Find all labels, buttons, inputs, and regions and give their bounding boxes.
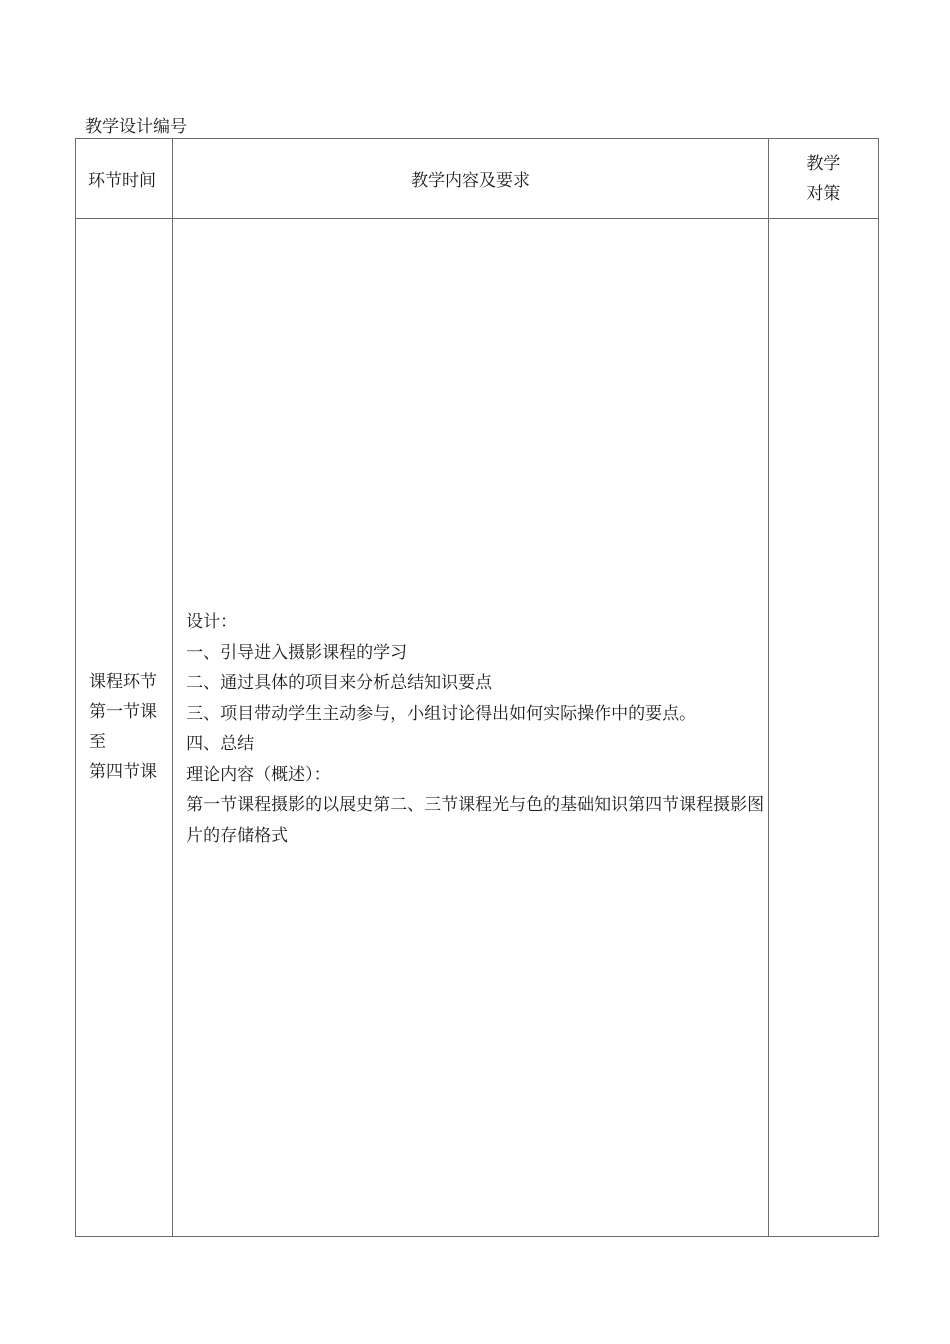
- content-line: 设计：: [186, 612, 238, 632]
- header-strategy: [768, 139, 878, 219]
- time-cell: [76, 219, 173, 1237]
- header-strategy-line-1: 教学: [806, 153, 841, 174]
- time-line: 第四节课: [89, 762, 157, 782]
- content-text: [186, 607, 766, 851]
- strategy-cell: [768, 219, 878, 1237]
- header-time: 环节时间: [76, 139, 173, 219]
- content-line: 理论内容（概述）：: [186, 764, 331, 785]
- time-line: 第一节课: [89, 702, 157, 722]
- content-line: 四、总结: [186, 734, 255, 754]
- time-line: 课程环节: [89, 672, 157, 692]
- content-cell: [173, 219, 769, 1237]
- content-line: 三、项目带动学生主动参与，小组讨论得出如何实际操作中的要点。: [186, 703, 697, 724]
- time-text: [89, 667, 157, 787]
- time-line: 至: [89, 732, 106, 752]
- table-row: [76, 219, 879, 1237]
- table-header-row: [76, 139, 879, 219]
- document-label: 教学设计编号: [85, 117, 187, 137]
- content-line: 第一节课程摄影的以展史第二、三节课程光与色的基础知识第四节课程摄影图片的存储格式: [186, 795, 765, 846]
- teaching-design-table: [75, 138, 879, 1237]
- header-strategy-line-2: 对策: [806, 183, 841, 204]
- content-line: 二、通过具体的项目来分析总结知识要点: [186, 673, 493, 693]
- header-content: 教学内容及要求: [173, 139, 769, 219]
- content-line: 一、引导进入摄影课程的学习: [186, 642, 408, 663]
